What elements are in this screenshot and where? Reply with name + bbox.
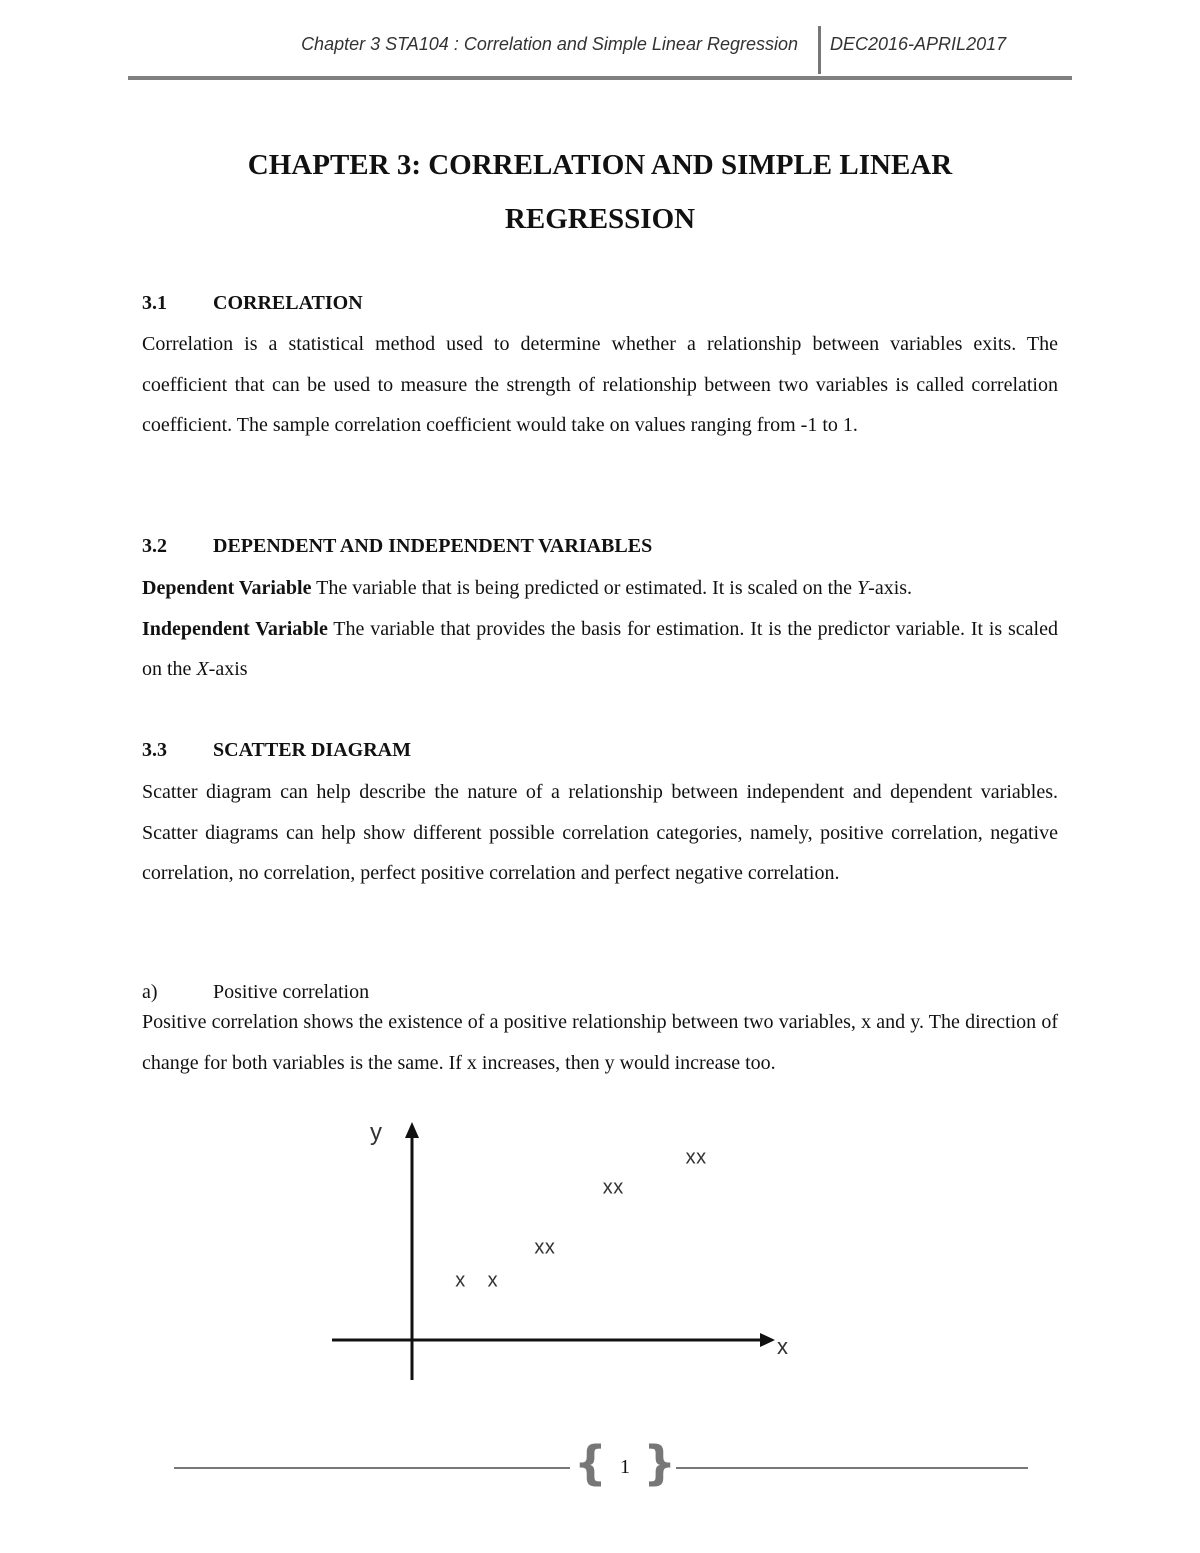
x-axis-arrow-icon [760,1333,775,1347]
scatter-point-5: xx [685,1146,707,1169]
positive-correlation-paragraph: Positive correlation shows the existence of a positive relationship between two variables, x and y. The direction of change for both variables is the same. If x increases, then y would increase too. [142,1011,1058,1074]
positive-correlation-scatter-chart [320,1110,800,1390]
subsection-heading-positive [142,981,369,1004]
subsection-title: Positive correlation [213,981,370,1003]
chapter-title [140,138,1060,246]
header-separator [818,26,821,74]
section-heading-correlation [142,292,363,315]
variable-definitions [142,568,1058,690]
section-heading-scatter [142,739,411,762]
dependent-variable-term: Dependent Variable [142,577,312,599]
subsection-label: a) [142,981,158,1003]
running-header-title: Chapter 3 STA104 : Correlation and Simple Linear Regression [301,34,798,54]
left-brace-icon: { [574,1436,607,1490]
scatter-point-3: xx [534,1236,556,1259]
scatter-paragraph: Scatter diagram can help describe the nature of a relationship between independent and dependent variables. Scatter diagrams can help show different possible correlation categories, namely, positive correlation, negative correlation, no correlation, perfect positive correlation and perfect negative correlation. [142,781,1058,885]
running-header-session: DEC2016-APRIL2017 [830,34,1007,54]
section-title: CORRELATION [213,292,363,314]
section-title: SCATTER DIAGRAM [213,739,411,761]
page-number-box [574,1436,676,1490]
chapter-title-line2: REGRESSION [504,203,696,235]
chapter-title-line1: CHAPTER 3: CORRELATION AND SIMPLE LINEAR [247,149,953,181]
independent-variable-definition: Independent Variable The variable that provides the basis for estimation. It is the predictor variable. It is scaled on the X-axis [142,617,1058,681]
y-axis-arrow-icon [405,1122,419,1138]
section-title: DEPENDENT AND INDEPENDENT VARIABLES [213,535,653,557]
header-rule [128,76,1072,80]
page-number: 1 [620,1456,630,1478]
dependent-variable-definition: Dependent Variable The variable that is being predicted or estimated. It is scaled on the Y-axis. [142,577,913,599]
correlation-paragraph: Correlation is a statistical method used to determine whether a relationship between variables exits. The coefficient that can be used to measure the strength of relationship between two variables is called correlation coefficient. The sample correlation coefficient would take on values ranging from -1 to 1. [142,333,1058,437]
footer-rule-left [174,1467,570,1469]
x-axis-label: x [777,1334,788,1359]
right-brace-icon: } [643,1436,676,1490]
section-heading-variables [142,535,652,558]
section-number: 3.1 [142,292,167,314]
scatter-point-4: xx [602,1176,624,1199]
independent-variable-term: Independent Variable [142,617,328,640]
scatter-point-2: x [487,1269,499,1292]
y-axis-label: y [370,1119,382,1146]
footer-rule-right [676,1467,1028,1469]
section-number: 3.3 [142,739,167,761]
section-number: 3.2 [142,535,167,557]
scatter-point-1: x [455,1269,466,1292]
